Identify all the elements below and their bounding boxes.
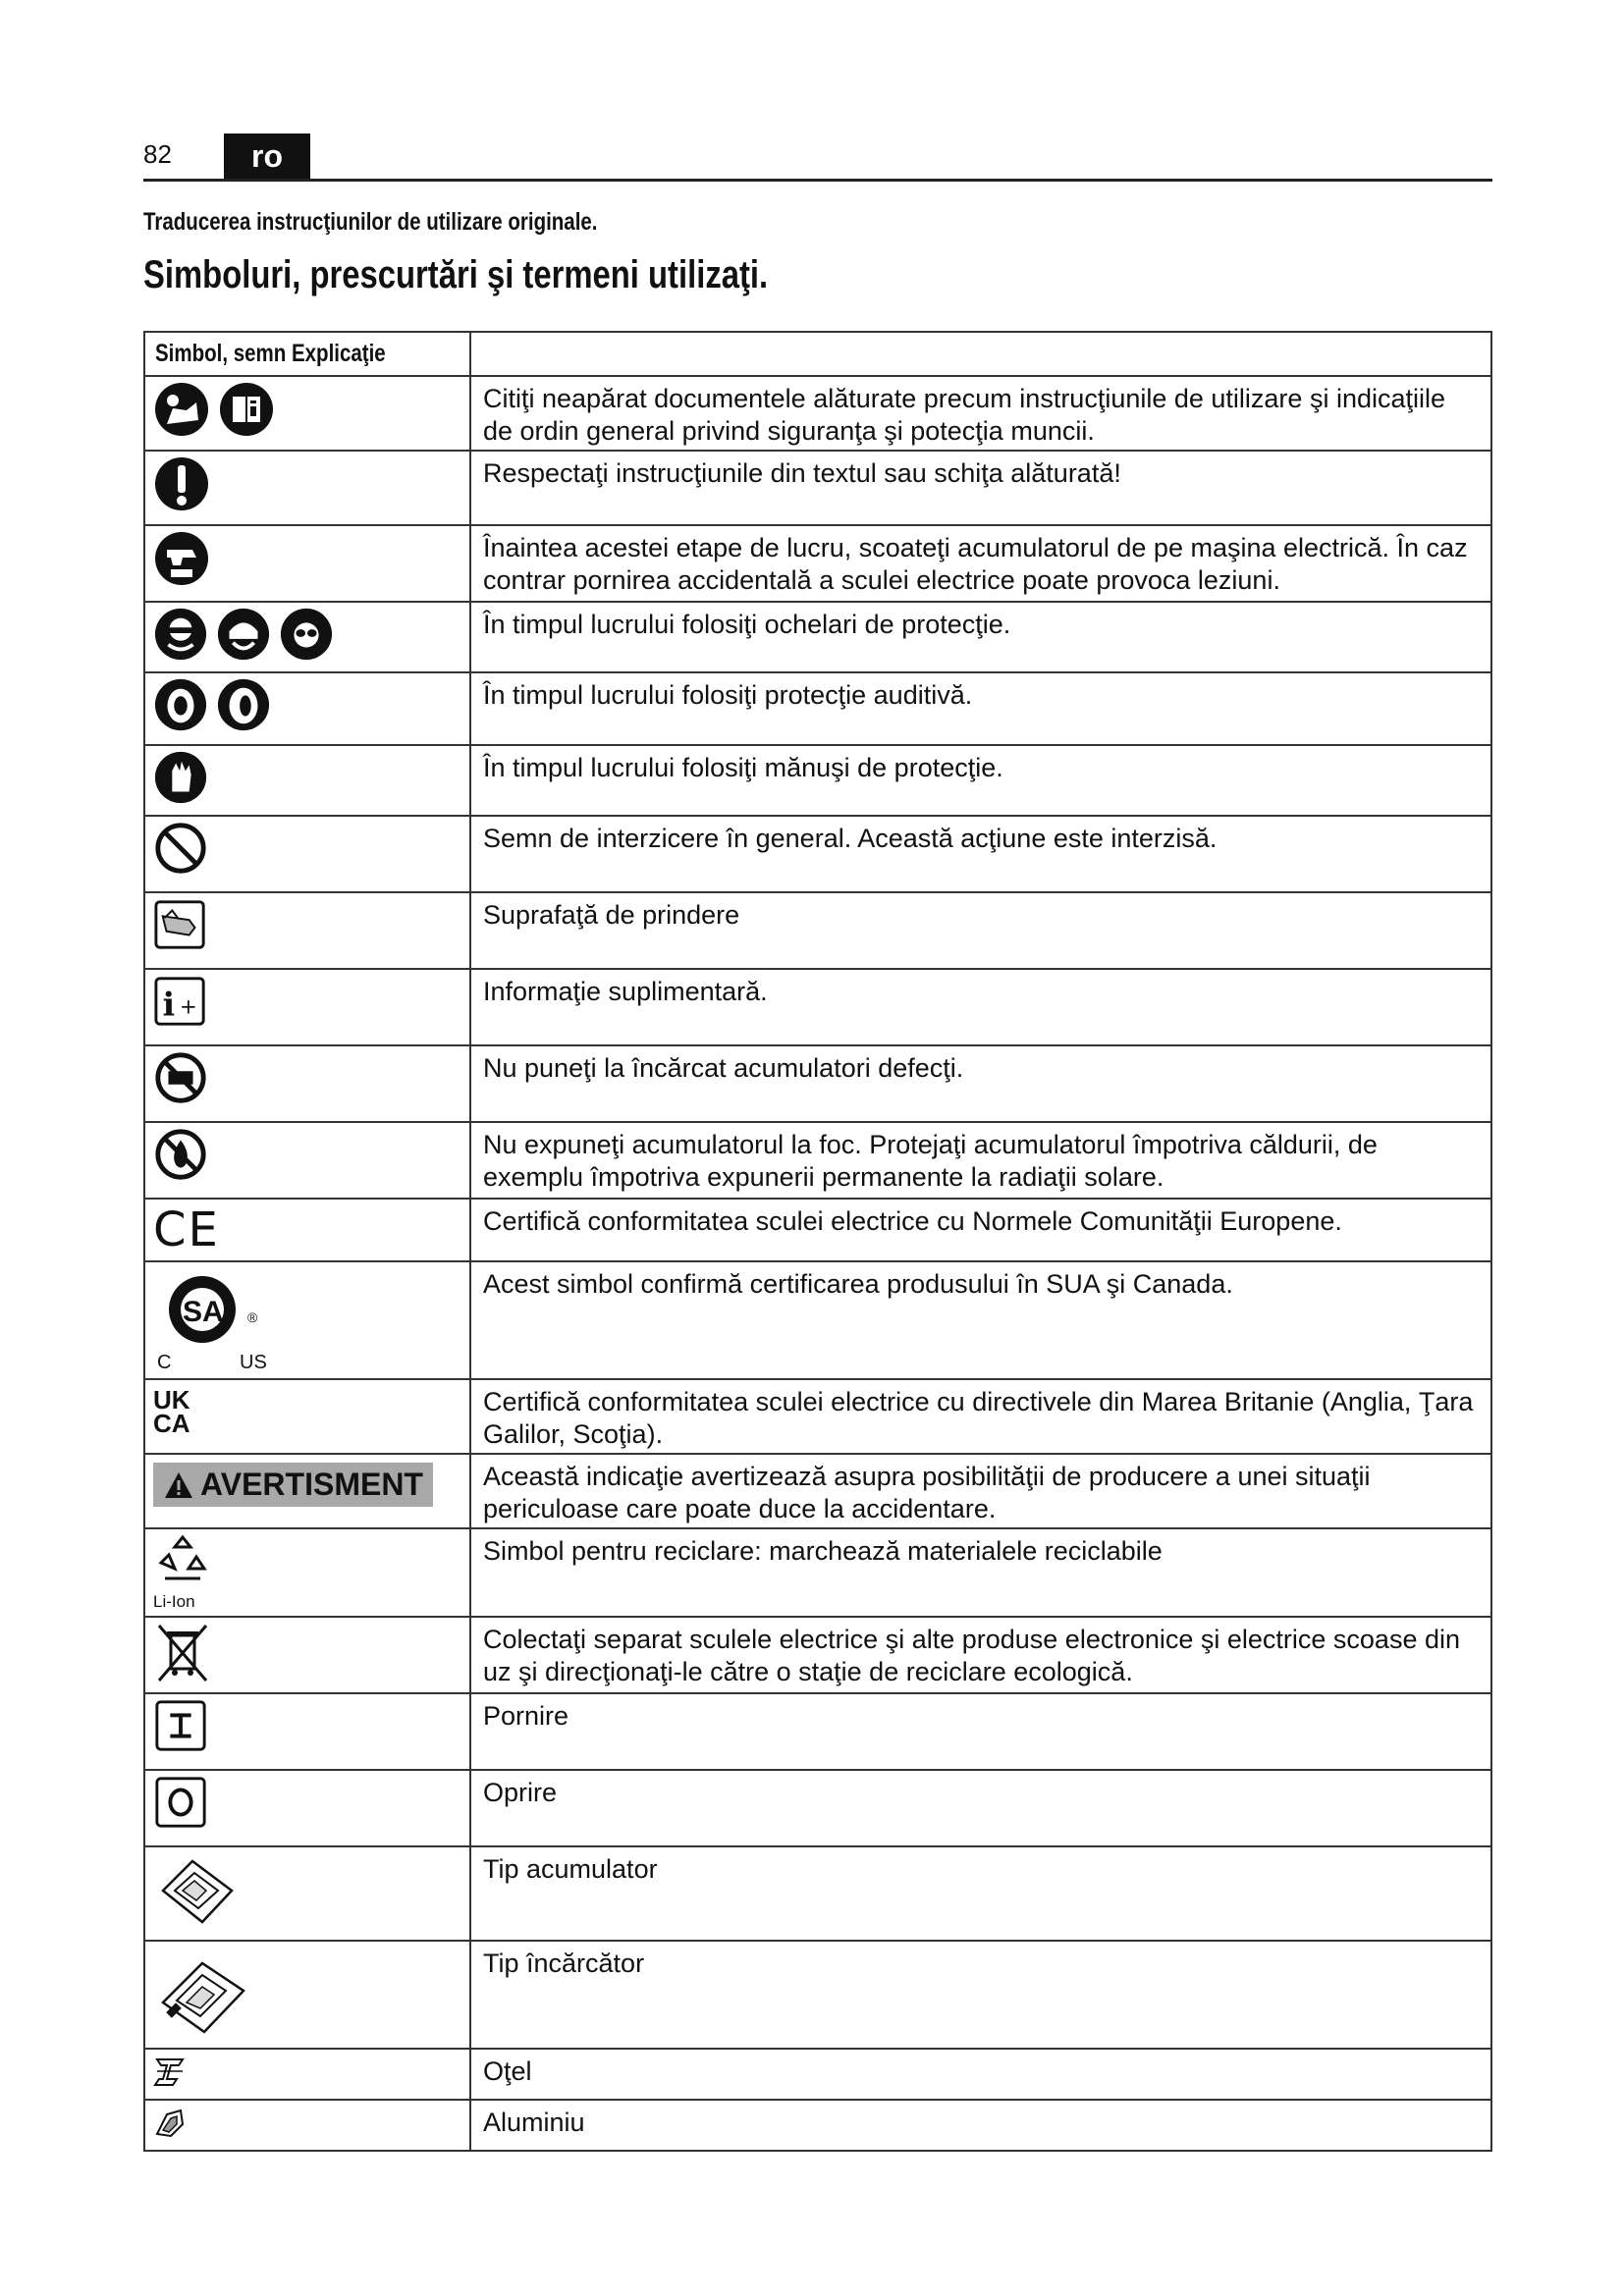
- csa-c-label: C: [157, 1352, 172, 1373]
- table-row: [144, 1693, 1491, 1770]
- svg-text:i: i: [162, 985, 176, 1024]
- table-header-row: [144, 332, 1491, 376]
- table-row: [144, 1528, 1491, 1617]
- row-text: Acest simbol confirmă certificarea produsului în SUA şi Canada.: [470, 1261, 1491, 1379]
- recycle-label: Li-Ion: [153, 1592, 195, 1611]
- ukca-mark-icon: [153, 1385, 461, 1438]
- row-text: În timpul lucrului folosiţi mănuşi de protecţie.: [470, 745, 1491, 816]
- row-text: În timpul lucrului folosiţi ochelari de protecţie.: [470, 602, 1491, 672]
- recycle-arrows-icon: [153, 1533, 212, 1588]
- steel-icon: [153, 2054, 187, 2089]
- table-row: [144, 1261, 1491, 1379]
- table-row: [144, 2049, 1491, 2100]
- page-number: 82: [143, 139, 172, 169]
- table-row: [144, 602, 1491, 672]
- recycle-icon: [153, 1533, 461, 1612]
- no-fire-icon: [153, 1127, 208, 1182]
- power-on-icon: [153, 1698, 208, 1753]
- row-text: Înaintea acestei etape de lucru, scoateţi acumulatorul de pe maşina electrică. În caz contrar pornirea accidentală a sculei electrice poate provoca leziuni.: [470, 525, 1491, 602]
- table-row: [144, 1045, 1491, 1122]
- table-row: [144, 969, 1491, 1045]
- table-row: [144, 745, 1491, 816]
- row-text: Aluminiu: [470, 2100, 1491, 2151]
- read-manual-icon: [153, 381, 210, 438]
- svg-text:+: +: [180, 994, 197, 1020]
- row-text: Certifică conformitatea sculei electrice cu Normele Comunităţii Europene.: [470, 1199, 1491, 1261]
- weee-bin-icon: [153, 1622, 212, 1684]
- csa-us-label: US: [240, 1352, 267, 1373]
- row-text: Colectaţi separat sculele electrice şi alte produse electronice şi electrice scoase din uz şi direcţionaţi-le către o staţie de reciclare ecologică.: [470, 1617, 1491, 1693]
- table-row: [144, 892, 1491, 969]
- row-text: Certifică conformitatea sculei electrice cu directivele din Marea Britanie (Anglia, Ţara Galilor, Scoţia).: [470, 1379, 1491, 1454]
- table-row: [144, 816, 1491, 892]
- row-text: Simbol pentru reciclare: marchează materialele reciclabile: [470, 1528, 1491, 1617]
- face-shield-icon: [216, 607, 271, 662]
- column-header: Simbol, semn Explicaţie: [155, 340, 386, 367]
- warning-label-text: AVERTISMENT: [200, 1467, 423, 1502]
- row-text: Respectaţi instrucţiunile din textul sau schiţa alăturată!: [470, 451, 1491, 525]
- warning-label-icon: [153, 1463, 433, 1507]
- remove-battery-icon: [153, 530, 210, 587]
- row-text: În timpul lucrului folosiţi protecţie auditivă.: [470, 672, 1491, 745]
- row-text: Suprafaţă de prindere: [470, 892, 1491, 969]
- table-row: [144, 1454, 1491, 1528]
- ukca-line-2: CA: [153, 1409, 190, 1438]
- manual-book-icon: [218, 381, 275, 438]
- row-text: Semn de interzicere în general. Această acţiune este interzisă.: [470, 816, 1491, 892]
- row-text: Nu puneţi la încărcat acumulatori defecţi.: [470, 1045, 1491, 1122]
- no-defective-battery-icon: [153, 1050, 208, 1105]
- prohibition-icon: [153, 821, 208, 876]
- row-text: Oţel: [470, 2049, 1491, 2100]
- table-row: [144, 376, 1491, 451]
- symbols-table: [143, 331, 1492, 2152]
- info-icon: [153, 974, 208, 1029]
- ear-protection-icon: [153, 677, 208, 732]
- ce-mark-icon: CE: [153, 1202, 220, 1257]
- table-row: [144, 672, 1491, 745]
- table-row: [144, 451, 1491, 525]
- language-tab: ro: [224, 133, 310, 179]
- row-text: Această indicaţie avertizează asupra posibilităţii de producere a unei situaţii periculoase care poate duce la accidentare.: [470, 1454, 1491, 1528]
- table-row: [144, 1617, 1491, 1693]
- warning-exclamation-icon: [153, 455, 210, 512]
- page-title: Simboluri, prescurtări şi termeni utilizaţi.: [143, 253, 769, 296]
- warning-triangle-icon: [163, 1470, 194, 1500]
- table-row: [144, 1199, 1491, 1261]
- power-off-icon: [153, 1775, 208, 1830]
- goggles-icon: [279, 607, 334, 662]
- csa-mark-icon: [153, 1266, 271, 1374]
- row-text: Tip acumulator: [470, 1846, 1491, 1941]
- gloves-icon: [153, 750, 208, 805]
- table-row: [144, 1379, 1491, 1454]
- battery-type-icon: [153, 1851, 242, 1932]
- aluminium-icon: [153, 2105, 187, 2140]
- table-row: [144, 1941, 1491, 2049]
- table-row: [144, 2100, 1491, 2151]
- grip-surface-icon: [153, 897, 208, 952]
- ukca-line-1: UK: [153, 1385, 190, 1415]
- csa-registered: ®: [247, 1309, 258, 1325]
- table-row: [144, 1846, 1491, 1941]
- row-text: Tip încărcător: [470, 1941, 1491, 2049]
- table-row: [144, 1770, 1491, 1846]
- row-text: Informaţie suplimentară.: [470, 969, 1491, 1045]
- svg-text:SA: SA: [183, 1296, 224, 1328]
- row-text: Citiţi neapărat documentele alăturate precum instrucţiunile de utilizare şi indicaţiile de ordin general privind siguranţa şi potecţia muncii.: [470, 376, 1491, 451]
- row-text: Nu expuneţi acumulatorul la foc. Protejaţi acumulatorul împotriva căldurii, de exemplu împotriva expunerii permanente la radiaţii solare.: [470, 1122, 1491, 1199]
- page-subtitle: Traducerea instrucţiunilor de utilizare originale.: [143, 208, 598, 236]
- charger-type-icon: [153, 1946, 251, 2040]
- table-row: [144, 525, 1491, 602]
- table-row: [144, 1122, 1491, 1199]
- row-text: Pornire: [470, 1693, 1491, 1770]
- header-rule: [143, 179, 1492, 182]
- ear-muffs-icon: [216, 677, 271, 732]
- eye-protection-icon: [153, 607, 208, 662]
- row-text: Oprire: [470, 1770, 1491, 1846]
